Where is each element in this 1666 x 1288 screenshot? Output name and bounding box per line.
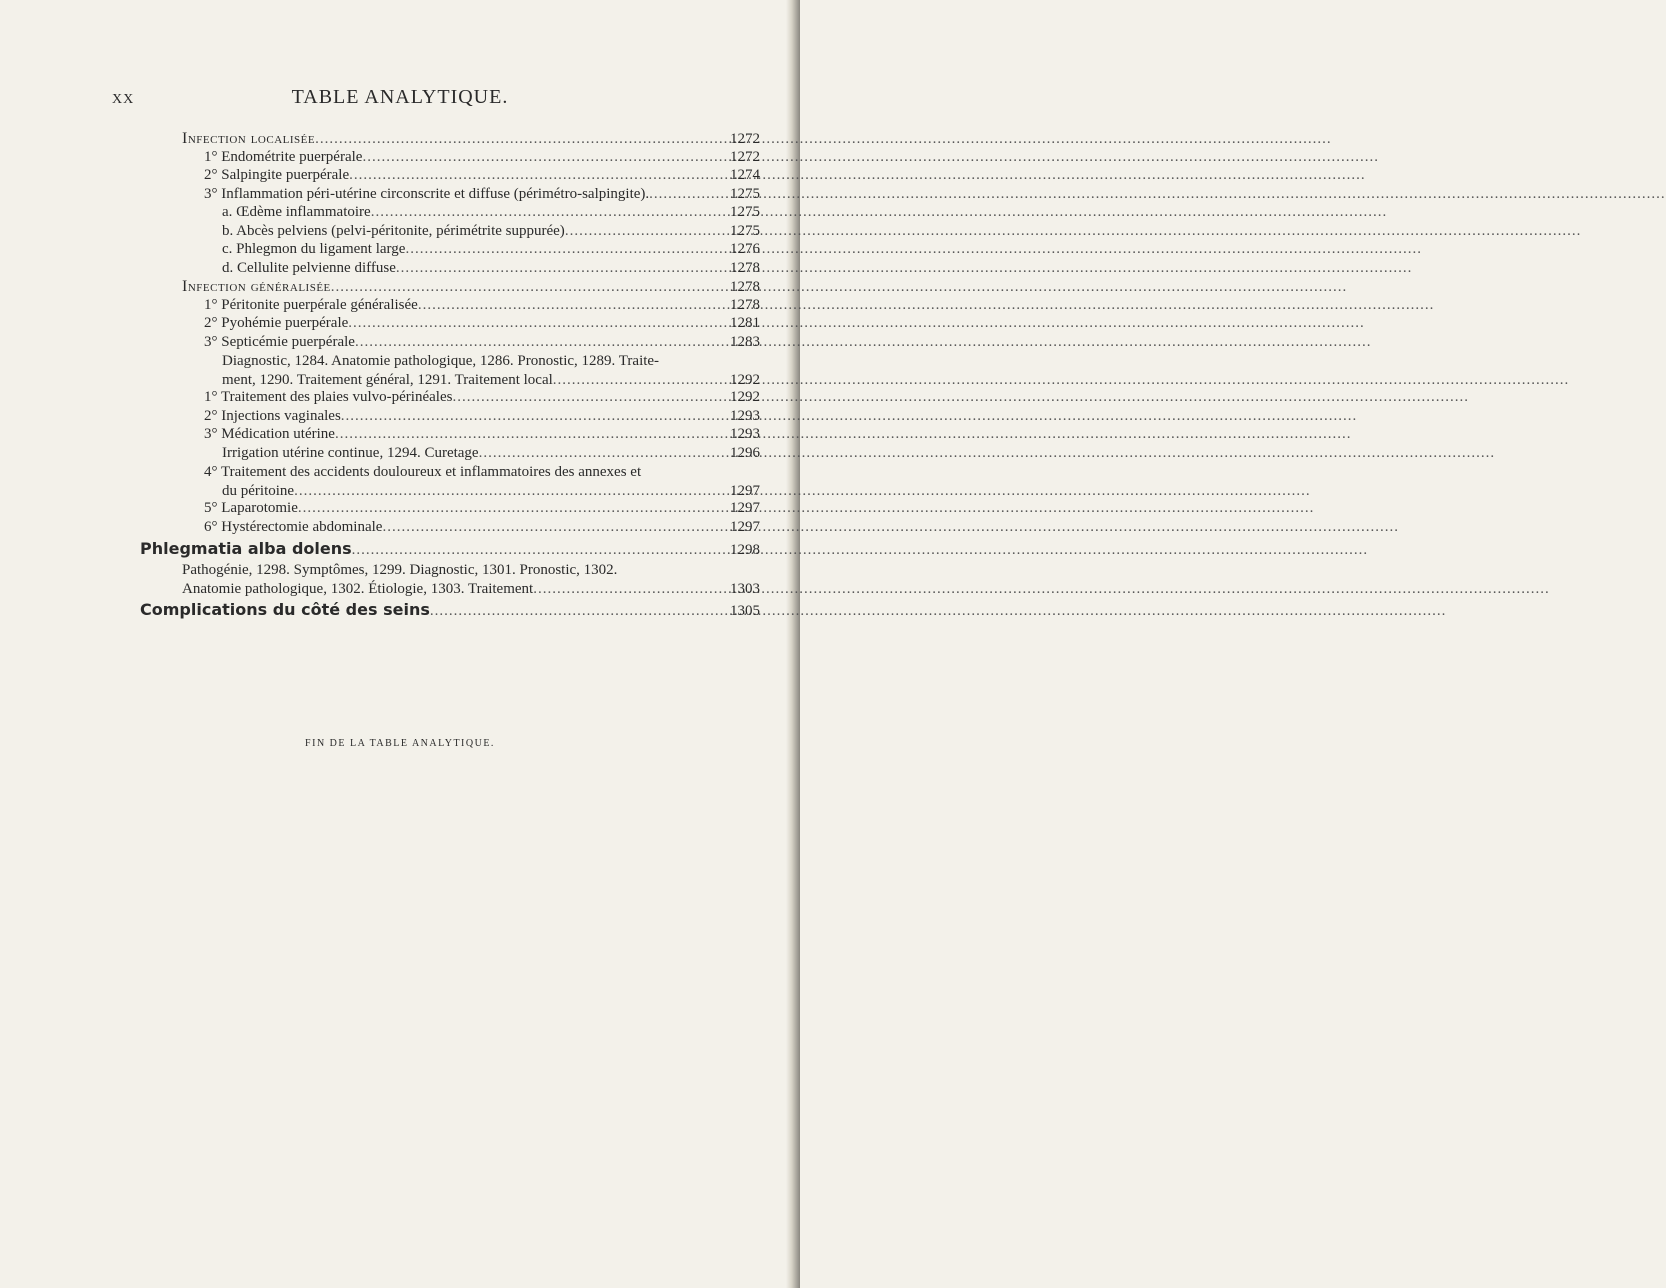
dot-leader (315, 131, 722, 148)
entry-label: 3° Septicémie puerpérale (204, 333, 355, 350)
entry-label: a. Œdème inflammatoire (222, 204, 371, 220)
entry-label: Irrigation utérine continue, 1294. Curetage (222, 444, 479, 461)
entry-page: 1278 (730, 259, 760, 276)
entry-page: 1303 (730, 580, 760, 597)
entry-label: 2° Injections vaginales (204, 407, 341, 424)
dot-leader (565, 223, 722, 240)
entry-label: 1° Endométrite puerpérale (204, 148, 363, 165)
toc-entry (182, 204, 760, 223)
dot-leader (331, 279, 722, 296)
toc-entry (182, 278, 760, 297)
entry-page: 1305 (730, 603, 760, 619)
entry-label: b. Abcès pelviens (pelvi-péritonite, périmétrite suppurée) (222, 222, 565, 239)
entry-label: 5° Laparotomie (204, 500, 298, 516)
dot-leader (362, 149, 722, 166)
dot-leader (341, 408, 722, 425)
toc-entry-multiline (182, 561, 760, 598)
dot-leader (382, 519, 722, 536)
entry-line: du péritoine (222, 482, 295, 499)
dot-leader (553, 371, 726, 390)
entry-label: 3° Médication utérine (204, 426, 335, 442)
entry-label: d. Cellulite pelvienne diffuse (222, 259, 396, 276)
toc-entry (182, 334, 760, 353)
entry-page: 1293 (730, 426, 760, 442)
toc-entry (182, 130, 760, 149)
entry-label: 3° Inflammation péri-utérine circonscrite et diffuse (périmétro-salpingite). (204, 185, 650, 202)
entry-page: 1296 (730, 444, 760, 461)
toc-entry (182, 315, 760, 334)
dot-leader (348, 315, 722, 332)
toc-entry (182, 149, 760, 168)
toc-entry-multiline (182, 352, 760, 389)
entry-label: 2° Salpingite puerpérale (204, 167, 350, 183)
entry-line: Pathogénie, 1298. Symptômes, 1299. Diagnostic, 1301. Pronostic, 1302. (182, 562, 618, 578)
entry-label: 2° Pyohémie puerpérale (204, 315, 349, 331)
end-note: FIN DE LA TABLE ANALYTIQUE. (305, 738, 495, 749)
dot-leader (371, 204, 722, 221)
entry-page: 1293 (730, 407, 760, 424)
dot-leader (355, 334, 722, 351)
toc-entry (182, 519, 760, 538)
toc-entry (140, 598, 760, 622)
dot-leader (352, 542, 722, 559)
toc-entry (182, 408, 760, 427)
entry-page: 1275 (730, 204, 760, 220)
entry-label: 6° Hystérectomie abdominale (204, 518, 383, 535)
dot-leader (649, 186, 722, 203)
entry-label: 1° Péritonite puerpérale généralisée (204, 296, 418, 313)
entry-page: 1281 (730, 315, 760, 331)
toc-entry (182, 223, 760, 242)
entry-page: 1292 (730, 371, 760, 388)
entry-page: 1278 (730, 279, 760, 295)
entry-label: Infection localisée (182, 130, 316, 147)
entry-line: ment, 1290. Traitement général, 1291. Traitement local (222, 371, 553, 388)
entry-page: 1298 (730, 542, 760, 558)
toc-entry (182, 445, 760, 464)
entry-line: 4° Traitement des accidents douloureux et inflammatoires des annexes et (204, 464, 642, 480)
dot-leader (294, 482, 726, 501)
toc-entry (182, 167, 760, 186)
dot-leader (298, 500, 722, 517)
entry-line: Diagnostic, 1284. Anatomie pathologique, 1286. Pronostic, 1289. Traite- (222, 353, 660, 369)
entry-label: c. Phlegmon du ligament large (222, 241, 406, 257)
entry-page: 1297 (730, 482, 760, 499)
dot-leader (452, 389, 722, 406)
table-of-contents (140, 130, 760, 622)
entry-page: 1272 (730, 148, 760, 165)
entry-page: 1278 (730, 296, 760, 313)
dot-leader (418, 297, 722, 314)
entry-label: Complications du côté des seins (140, 600, 430, 619)
dot-leader (479, 445, 722, 462)
toc-entry (182, 426, 760, 445)
dot-leader (349, 167, 722, 184)
toc-entry (140, 537, 760, 561)
entry-page: 1272 (730, 131, 760, 147)
entry-page: 1292 (730, 389, 760, 405)
page-title: TABLE ANALYTIQUE. (291, 86, 509, 108)
entry-page: 1274 (730, 167, 760, 183)
entry-page: 1275 (730, 185, 760, 202)
page-number: XX (112, 92, 135, 107)
dot-leader (430, 603, 722, 620)
dot-leader (396, 260, 722, 277)
toc-entry-multiline (182, 463, 760, 500)
entry-page: 1275 (730, 222, 760, 239)
entry-label: 1° Traitement des plaies vulvo-périnéales (204, 389, 453, 405)
toc-entry (182, 186, 760, 205)
entry-line: Anatomie pathologique, 1302. Étiologie, 1303. Traitement (182, 580, 534, 597)
entry-label: Phlegmatia alba dolens (140, 539, 352, 558)
toc-entry (182, 241, 760, 260)
toc-entry (182, 389, 760, 408)
entry-page: 1276 (730, 241, 760, 257)
toc-entry (182, 297, 760, 316)
toc-entry (182, 260, 760, 279)
dot-leader (533, 580, 726, 599)
dot-leader (335, 426, 722, 443)
dot-leader (405, 241, 722, 258)
entry-label: Infection généralisée (182, 278, 331, 295)
toc-entry (182, 500, 760, 519)
entry-page: 1297 (730, 500, 760, 516)
entry-page: 1283 (730, 333, 760, 350)
entry-page: 1297 (730, 518, 760, 535)
